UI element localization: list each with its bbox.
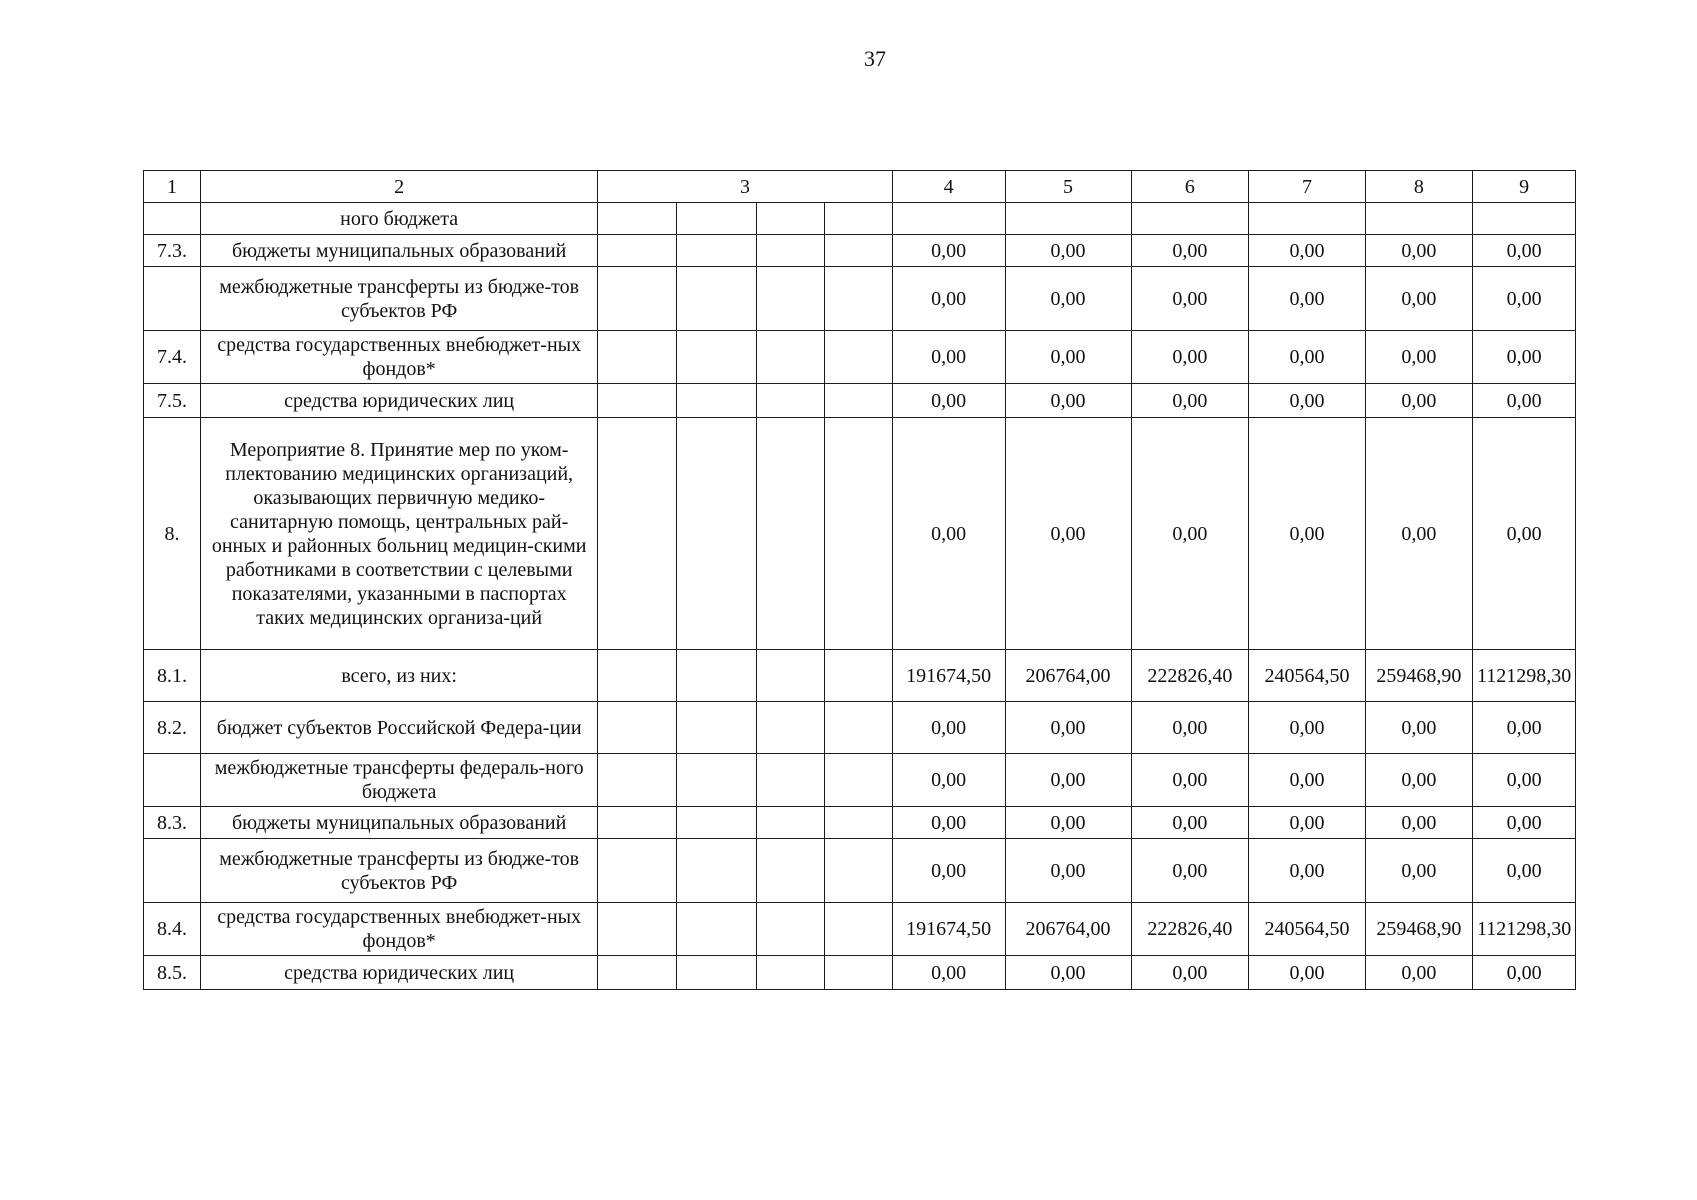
blank-cell	[598, 384, 677, 418]
amount-cell	[1472, 203, 1575, 235]
row-description: бюджеты муниципальных образований	[200, 235, 598, 267]
budget-table	[143, 170, 1697, 990]
amount-cell: 0,00	[1249, 839, 1366, 903]
amount-cell: 0,00	[1365, 267, 1472, 331]
amount-cell: 0,00	[1005, 839, 1131, 903]
row-description: ного бюджета	[200, 203, 598, 235]
amount-cell: 259468,90	[1365, 903, 1472, 956]
amount-cell: 0,00	[1131, 807, 1249, 839]
blank-cell	[598, 331, 677, 384]
blank-cell	[676, 203, 756, 235]
table-row	[144, 839, 1697, 903]
amount-cell: 0,00	[1472, 384, 1575, 418]
blank-cell	[598, 203, 677, 235]
blank-cell	[824, 235, 892, 267]
table-row	[144, 650, 1697, 702]
table-row	[144, 267, 1697, 331]
amount-cell: 0,00	[1249, 754, 1366, 807]
blank-cell	[757, 203, 824, 235]
column-number: 7	[1249, 171, 1366, 203]
amount-cell: 0,00	[1365, 235, 1472, 267]
amount-cell: 0,00	[1005, 384, 1131, 418]
amount-cell: 1121298,30	[1472, 903, 1575, 956]
row-number	[144, 754, 201, 807]
amount-cell: 0,00	[1365, 331, 1472, 384]
amount-cell: 0,00	[1005, 267, 1131, 331]
amount-cell: 0,00	[892, 384, 1005, 418]
row-description: бюджеты муниципальных образований	[200, 807, 598, 839]
amount-cell: 0,00	[1005, 235, 1131, 267]
amount-cell: 0,00	[1249, 807, 1366, 839]
amount-cell: 1121298,30	[1472, 650, 1575, 702]
amount-cell: 191674,50	[892, 903, 1005, 956]
amount-cell: 0,00	[1249, 702, 1366, 754]
amount-cell: 0,00	[1365, 418, 1472, 650]
amount-cell: 0,00	[1131, 754, 1249, 807]
blank-cell	[598, 956, 677, 990]
column-number: 4	[892, 171, 1005, 203]
amount-cell: 0,00	[892, 839, 1005, 903]
blank-cell	[676, 331, 756, 384]
amount-cell: 0,00	[892, 267, 1005, 331]
amount-cell: 0,00	[1472, 235, 1575, 267]
amount-cell: 0,00	[1365, 839, 1472, 903]
table-row	[144, 956, 1697, 990]
blank-cell	[598, 807, 677, 839]
amount-cell: 0,00	[1005, 702, 1131, 754]
amount-cell: 0,00	[1365, 754, 1472, 807]
row-number: 7.5.	[144, 384, 201, 418]
blank-cell	[757, 384, 824, 418]
row-number: 8.3.	[144, 807, 201, 839]
blank-cell	[824, 754, 892, 807]
column-number: 2	[200, 171, 598, 203]
amount-cell: 0,00	[1005, 418, 1131, 650]
column-number: 5	[1005, 171, 1131, 203]
table-row	[144, 235, 1697, 267]
amount-cell: 0,00	[1005, 754, 1131, 807]
table-row	[144, 331, 1697, 384]
blank-cell	[824, 650, 892, 702]
table-row	[144, 203, 1697, 235]
blank-cell	[676, 754, 756, 807]
column-number: 6	[1131, 171, 1249, 203]
blank-cell	[824, 807, 892, 839]
amount-cell: 0,00	[1472, 839, 1575, 903]
amount-cell: 0,00	[1249, 267, 1366, 331]
amount-cell: 240564,50	[1249, 903, 1366, 956]
blank-cell	[598, 418, 677, 650]
blank-cell	[676, 267, 756, 331]
blank-cell	[824, 702, 892, 754]
blank-cell	[598, 839, 677, 903]
amount-cell: 0,00	[1131, 956, 1249, 990]
amount-cell: 0,00	[1131, 384, 1249, 418]
row-number	[144, 203, 201, 235]
blank-cell	[598, 702, 677, 754]
blank-cell	[676, 650, 756, 702]
amount-cell	[1005, 203, 1131, 235]
column-number-row	[144, 171, 1697, 203]
amount-cell: 206764,00	[1005, 650, 1131, 702]
amount-cell: 0,00	[1472, 807, 1575, 839]
page-number: 37	[864, 46, 886, 71]
row-description: средства государственных внебюджет-ных фондов*	[200, 903, 598, 956]
column-number: 1	[144, 171, 201, 203]
amount-cell	[1249, 203, 1366, 235]
amount-cell: 0,00	[892, 331, 1005, 384]
table-row	[144, 903, 1697, 956]
amount-cell: 0,00	[1472, 418, 1575, 650]
row-number: 8.2.	[144, 702, 201, 754]
blank-cell	[757, 839, 824, 903]
blank-cell	[757, 903, 824, 956]
row-description: межбюджетные трансферты из бюдже-тов субъектов РФ	[200, 267, 598, 331]
amount-cell: 0,00	[1249, 331, 1366, 384]
blank-cell	[676, 418, 756, 650]
amount-cell: 0,00	[1472, 267, 1575, 331]
blank-cell	[598, 650, 677, 702]
amount-cell: 0,00	[892, 235, 1005, 267]
row-number: 8.4.	[144, 903, 201, 956]
amount-cell: 0,00	[1249, 235, 1366, 267]
column-number: 3	[598, 171, 892, 203]
blank-cell	[598, 754, 677, 807]
amount-cell: 0,00	[892, 807, 1005, 839]
row-number: 8.	[144, 418, 201, 650]
row-description: межбюджетные трансферты из бюдже-тов субъектов РФ	[200, 839, 598, 903]
amount-cell	[1365, 203, 1472, 235]
blank-cell	[757, 418, 824, 650]
blank-cell	[676, 956, 756, 990]
amount-cell: 0,00	[1131, 702, 1249, 754]
blank-cell	[598, 267, 677, 331]
column-number: 9	[1472, 171, 1575, 203]
amount-cell: 191674,50	[892, 650, 1005, 702]
amount-cell	[1131, 203, 1249, 235]
amount-cell: 0,00	[1005, 956, 1131, 990]
blank-cell	[757, 754, 824, 807]
table-row	[144, 384, 1697, 418]
blank-cell	[824, 418, 892, 650]
amount-cell: 0,00	[1472, 702, 1575, 754]
blank-cell	[676, 839, 756, 903]
row-number	[144, 839, 201, 903]
blank-cell	[757, 807, 824, 839]
amount-cell: 222826,40	[1131, 903, 1249, 956]
amount-cell: 0,00	[892, 754, 1005, 807]
blank-cell	[824, 384, 892, 418]
blank-cell	[757, 650, 824, 702]
table-row	[144, 754, 1697, 807]
amount-cell: 0,00	[1131, 267, 1249, 331]
blank-cell	[598, 903, 677, 956]
amount-cell: 206764,00	[1005, 903, 1131, 956]
amount-cell: 0,00	[1131, 331, 1249, 384]
row-number: 8.1.	[144, 650, 201, 702]
blank-cell	[824, 903, 892, 956]
amount-cell: 0,00	[1365, 807, 1472, 839]
amount-cell: 0,00	[1472, 956, 1575, 990]
blank-cell	[676, 235, 756, 267]
row-number	[144, 267, 201, 331]
row-description: средства юридических лиц	[200, 956, 598, 990]
blank-cell	[824, 267, 892, 331]
row-description: средства государственных внебюджет-ных фондов*	[200, 331, 598, 384]
amount-cell: 0,00	[1005, 807, 1131, 839]
row-number: 8.5.	[144, 956, 201, 990]
amount-cell: 0,00	[892, 702, 1005, 754]
amount-cell: 0,00	[1365, 956, 1472, 990]
amount-cell: 0,00	[1249, 384, 1366, 418]
amount-cell: 0,00	[1472, 754, 1575, 807]
amount-cell: 0,00	[1131, 839, 1249, 903]
blank-cell	[757, 235, 824, 267]
amount-cell: 0,00	[892, 418, 1005, 650]
row-description: средства юридических лиц	[200, 384, 598, 418]
row-number: 7.4.	[144, 331, 201, 384]
amount-cell: 0,00	[1365, 384, 1472, 418]
blank-cell	[757, 956, 824, 990]
row-number: 7.3.	[144, 235, 201, 267]
row-description: межбюджетные трансферты федераль-ного бюджета	[200, 754, 598, 807]
amount-cell: 0,00	[1365, 702, 1472, 754]
blank-cell	[676, 384, 756, 418]
amount-cell: 0,00	[1249, 418, 1366, 650]
row-description: бюджет субъектов Российской Федера-ции	[200, 702, 598, 754]
amount-cell: 0,00	[1249, 956, 1366, 990]
blank-cell	[824, 331, 892, 384]
row-description: всего, из них:	[200, 650, 598, 702]
amount-cell: 259468,90	[1365, 650, 1472, 702]
amount-cell	[892, 203, 1005, 235]
amount-cell: 240564,50	[1249, 650, 1366, 702]
amount-cell: 0,00	[892, 956, 1005, 990]
blank-cell	[757, 702, 824, 754]
amount-cell: 0,00	[1005, 331, 1131, 384]
blank-cell	[757, 267, 824, 331]
blank-cell	[757, 331, 824, 384]
blank-cell	[676, 702, 756, 754]
table-row	[144, 418, 1697, 650]
row-description: Мероприятие 8. Принятие мер по уком-плектованию медицинских организаций, оказывающих первичную медико-санитарную помощь, центральных рай-онных и районных больниц медицин-скими работниками в соответствии с целевыми показателями, указанными в паспортах таких медицинских организа-ций	[200, 418, 598, 650]
blank-cell	[824, 839, 892, 903]
amount-cell: 0,00	[1131, 418, 1249, 650]
column-number: 8	[1365, 171, 1472, 203]
blank-cell	[676, 807, 756, 839]
amount-cell: 222826,40	[1131, 650, 1249, 702]
amount-cell: 0,00	[1472, 331, 1575, 384]
amount-cell: 0,00	[1131, 235, 1249, 267]
table-row	[144, 807, 1697, 839]
blank-cell	[598, 235, 677, 267]
blank-cell	[676, 903, 756, 956]
table-row	[144, 702, 1697, 754]
blank-cell	[824, 956, 892, 990]
blank-cell	[824, 203, 892, 235]
